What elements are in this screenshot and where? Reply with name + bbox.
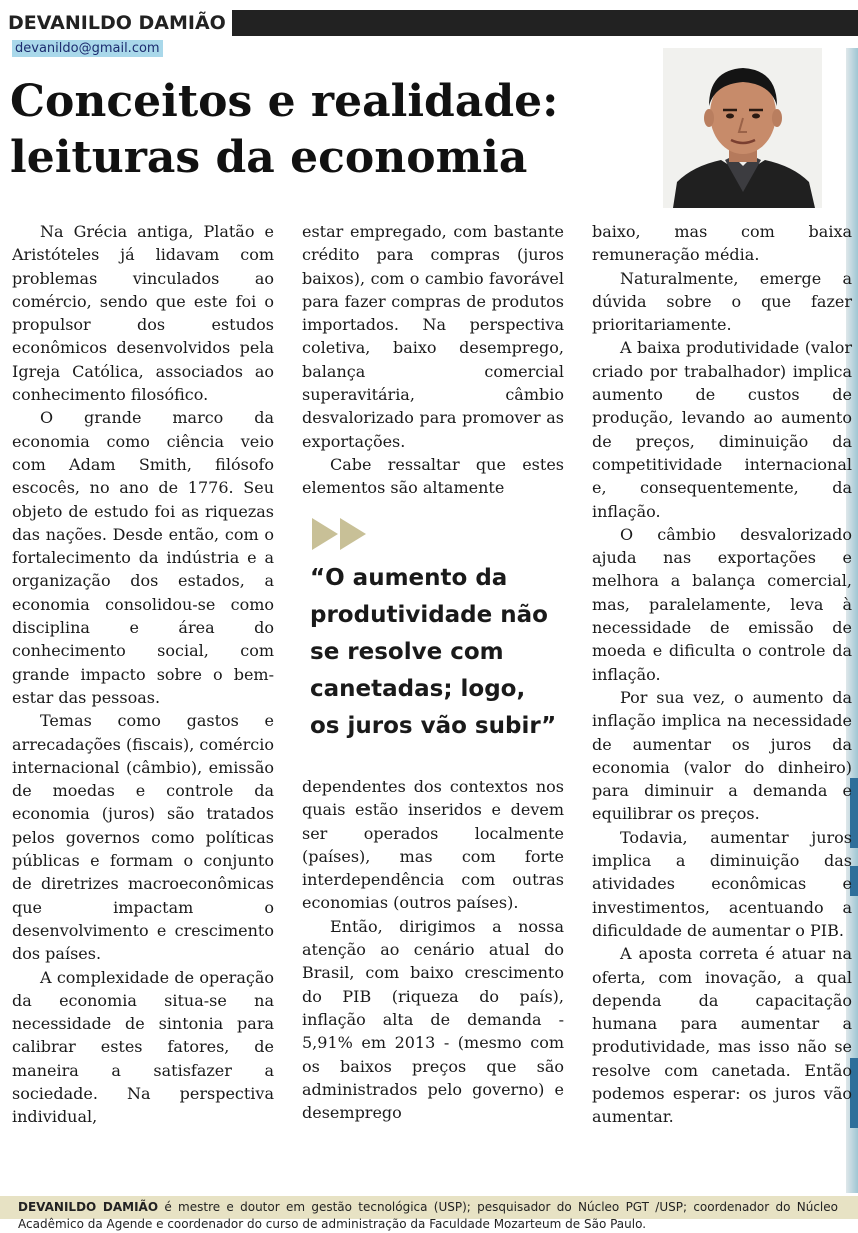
paragraph: O grande marco da economia como ciência veio com Adam Smith, filósofo escocês, no ano de 1776. Seu objeto de estudo foi as riquezas das nações. Desde então, com o fortalecimento da indústria e a organização dos estados, a economia consolidou-se como disciplina e área do conhecimento social, com grande impacto sobre o bem-estar das pessoas. — [12, 408, 274, 707]
bio-text: é mestre e doutor em gestão tecnológica (USP); pesquisador do Núcleo PGT /USP; coordenador do Núcleo Acadêmico da Agende e coordenador do curso de administração da Faculdade Mozarteum de São Paulo. — [18, 1200, 838, 1231]
paragraph: A baixa produtividade (valor criado por trabalhador) implica aumento de custos de produção, levando ao aumento de preços, diminuição da competitividade internacional e, consequentemente, da inflação. — [592, 338, 852, 521]
paragraph: estar empregado, com bastante crédito para compras (juros baixos), com o cambio favorável para fazer compras de produtos importados. Na perspectiva coletiva, baixo desemprego, balança comercial superavitária, câmbio desvalorizado para promover as exportações. — [302, 222, 564, 451]
paragraph: O câmbio desvalorizado ajuda nas exportações e melhora a balança comercial, mas, paralelamente, leva à necessidade de emissão de moeda e dificulta o controle da inflação. — [592, 524, 852, 684]
pull-quote: “O aumento da produtividade não se resolve com canetadas; logo, os juros vão subir” — [310, 565, 557, 739]
author-name: DEVANILDO DAMIÃO — [8, 10, 232, 36]
paragraph: baixo, mas com baixa remuneração média. — [592, 222, 852, 265]
column-1 — [12, 220, 274, 1129]
paragraph: Na Grécia antiga, Platão e Aristóteles já lidavam com problemas vinculados ao comércio, sendo que este foi o propulsor dos estudos econômicos desenvolvidos pela Igreja Católica, associados ao conhecimento filosófico. — [12, 222, 274, 405]
paragraph: Todavia, aumentar juros implica a diminuição das atividades econômicas e investimentos, acentuando a dificuldade de aumentar o PIB. — [592, 827, 852, 940]
double-arrow-icon — [312, 518, 372, 550]
paragraph: Então, dirigimos a nossa atenção ao cenário atual do Brasil, com baixo crescimento do PIB (riqueza do país), inflação alta de demanda - 5,91% em 2013 - (mesmo com os baixos preços que são administrados pelo governo) e desemprego — [302, 916, 564, 1123]
header-bar — [0, 10, 858, 36]
column-2-top — [302, 220, 564, 500]
paragraph: Por sua vez, o aumento da inflação implica na necessidade de aumentar os juros da economia (valor do dinheiro) para diminuir a demanda e equilibrar os preços. — [592, 687, 852, 824]
paragraph: A complexidade de operação da economia situa-se na necessidade de sintonia para calibrar estes fatores, de maneira a satisfazer a sociedade. Na perspectiva individual, — [12, 967, 274, 1127]
paragraph: Temas como gastos e arrecadações (fiscais), comércio internacional (câmbio), emissão de moedas e controle da economia (juros) são tratados pelos governos como políticas públicas e formam o conjunto de diretrizes macroeconômicas que impactam o desenvolvimento e crescimento dos países. — [12, 711, 274, 964]
paragraph: Naturalmente, emerge a dúvida sobre o que fazer prioritariamente. — [592, 268, 852, 335]
article-title — [10, 74, 630, 186]
bio-author-name: DEVANILDO DAMIÃO — [18, 1200, 159, 1214]
paragraph: dependentes dos contextos nos quais estão inseridos e devem ser operados localmente (países), mas com forte interdependência com outras economias (outros países). — [302, 777, 564, 913]
title-line-1: Conceitos e realidade: — [10, 76, 559, 127]
author-portrait-icon — [663, 48, 822, 208]
column-3 — [592, 220, 852, 1129]
author-email[interactable]: devanildo@gmail.com — [12, 40, 163, 57]
author-bio-footer — [0, 1196, 858, 1231]
author-photo — [663, 48, 822, 208]
column-2-bottom — [302, 775, 564, 1124]
author-bio — [18, 1199, 838, 1233]
paragraph: A aposta correta é atuar na oferta, com inovação, a qual dependa da capacitação humana para aumentar a produtividade, mas isso não se resolve com canetada. Então podemos esperar: os juros vão aumentar. — [592, 944, 852, 1127]
paragraph: Cabe ressaltar que estes elementos são altamente — [302, 454, 564, 498]
title-line-2: leituras da economia — [10, 132, 528, 183]
header-rule — [230, 10, 858, 36]
